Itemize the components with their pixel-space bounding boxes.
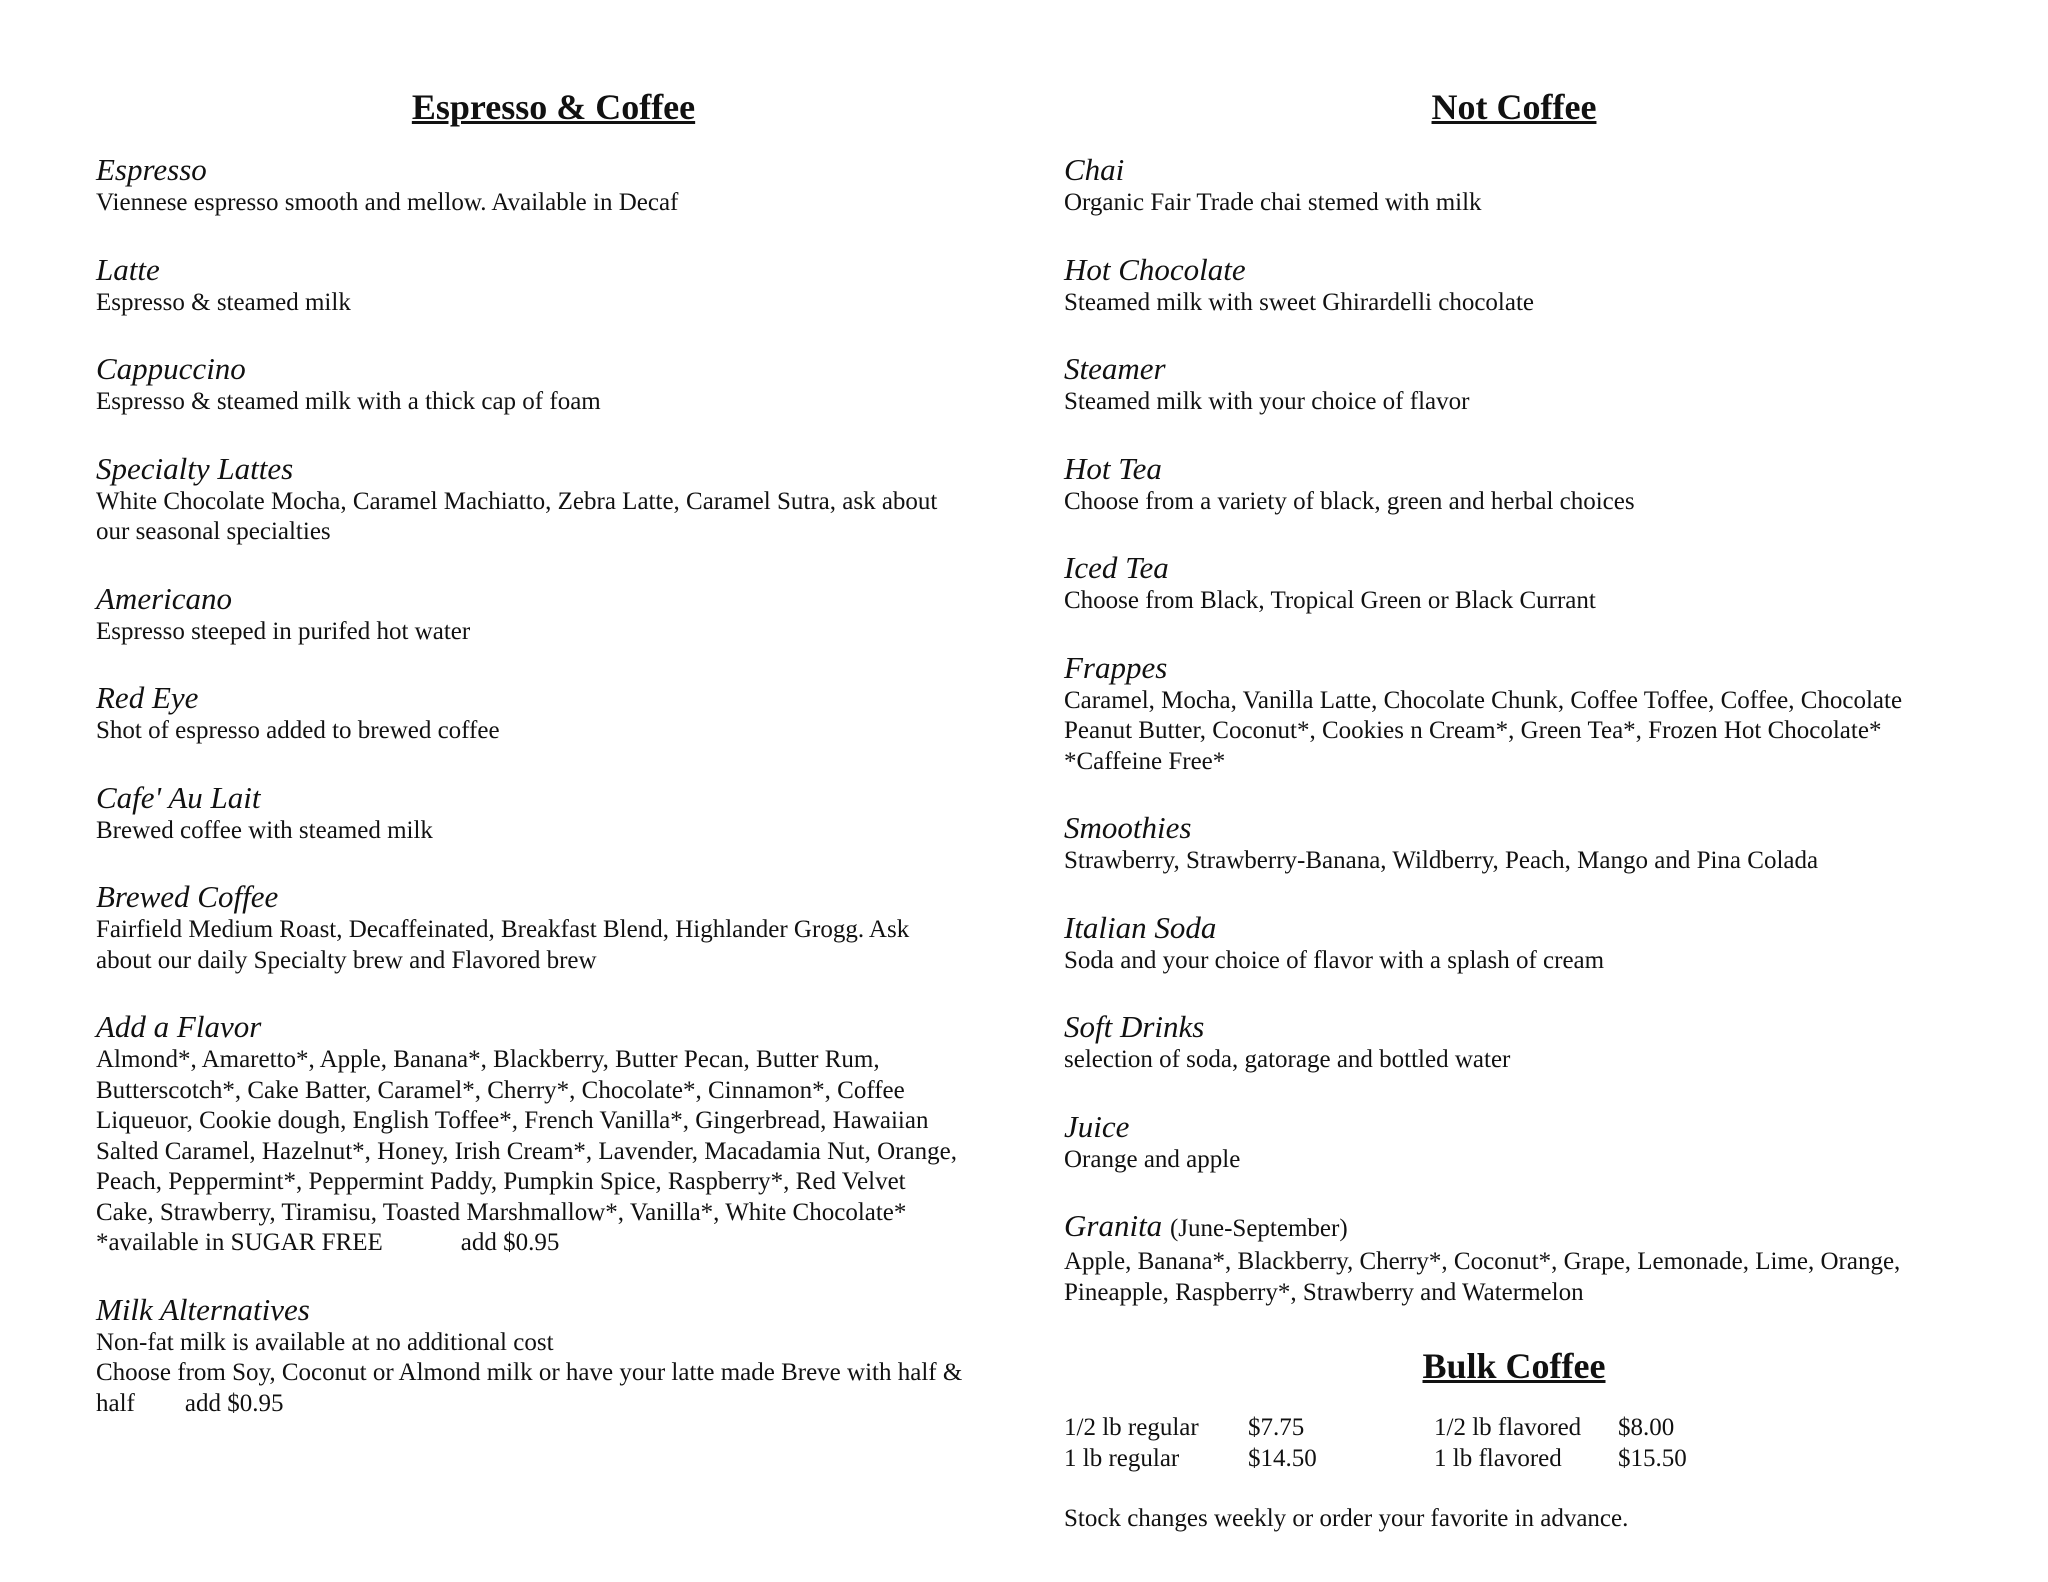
season-note: (June-September) [1169,1215,1348,1242]
menu-item-juice [1064,1109,1964,1176]
menu-item-granita [1064,1208,1964,1308]
item-price: add $0.95 [184,1389,284,1417]
item-description: Orange and apple [1064,1145,1241,1173]
item-description: Strawberry, Strawberry-Banana, Wildberry, Peach, Mango and Pina Colada [1064,847,1819,874]
menu-item-milk-alternatives [96,1292,1011,1420]
item-description: Non-fat milk is available at no additional cost Choose from Soy, Coconut or Almond milk or have your latte made Breve with half & [96,1328,963,1386]
espresso-coffee-heading: Espresso & Coffee [411,87,696,127]
item-name: Chai [1064,152,1125,187]
bulk-coffee-heading: Bulk Coffee [1422,1346,1606,1386]
item-name: Cappuccino [96,351,246,386]
menu-item-steamer [1064,351,1964,418]
bulk-price-table [1064,1413,1738,1474]
item-name: Hot Chocolate [1064,251,1246,287]
item-name: Juice [1064,1108,1130,1144]
item-description: Organic Fair Trade chai stemed with milk [1064,189,1482,216]
item-name: Add a Flavor [96,1009,262,1044]
menu-item-latte [96,252,1011,319]
menu-item-frappes [1064,650,1964,778]
menu-item-soft-drinks [1064,1009,1964,1076]
item-price: add $0.95 [460,1229,560,1256]
item-name: Specialty Lattes [96,450,294,486]
item-name: Granita [1064,1208,1163,1243]
item-name: Iced Tea [1064,550,1169,585]
bulk-size-label: 1 lb regular [1064,1444,1180,1472]
item-name: Smoothies [1064,810,1192,845]
menu-item-cappuccino [96,351,1011,418]
item-description: Brewed coffee with steamed milk [96,816,433,844]
item-description: Choose from Black, Tropical Green or Black Currant [1064,587,1596,614]
item-name: Milk Alternatives [96,1291,310,1327]
item-name: Italian Soda [1064,909,1217,945]
item-price-line [96,1228,1011,1259]
item-name: Frappes [1064,649,1168,685]
item-description: Viennese espresso smooth and mellow. Available in Decaf [96,189,679,216]
item-name: Soft Drinks [1064,1009,1205,1044]
item-price-line [96,1389,1011,1420]
espresso-coffee-column [96,82,1011,1452]
menu-item-chai [1064,152,1964,219]
menu-item-brewed-coffee [96,879,1011,976]
item-description: Steamed milk with sweet Ghirardelli chocolate [1064,288,1534,316]
bulk-price: $14.50 [1248,1444,1317,1472]
menu-item-espresso [96,152,1011,219]
item-description: Espresso & steamed milk [96,288,351,316]
table-row [1064,1413,1738,1444]
menu-item-hot-chocolate [1064,252,1964,319]
menu-item-add-a-flavor [96,1009,1011,1259]
item-description: Fairfield Medium Roast, Decaffeinated, Breakfast Blend, Highlander Grogg. Ask about our daily Specialty brew and Flavored brew [96,916,910,974]
item-name: Brewed Coffee [96,879,279,914]
item-name: Americano [96,580,233,616]
item-description: Choose from a variety of black, green and herbal choices [1064,487,1635,515]
item-name: Red Eye [96,680,199,715]
item-description: Espresso & steamed milk with a thick cap of foam [96,388,601,415]
bulk-price: $7.75 [1248,1414,1305,1441]
item-description: Caramel, Mocha, Vanilla Latte, Chocolate Chunk, Coffee Toffee, Coffee, Chocolate Peanut Butter, Coconut*, Cookies n Cream*, Green Tea*, Frozen Hot Chocolate* *Caffeine Free* [1064,686,1903,775]
price-line-text: half [96,1389,135,1417]
menu-item-iced-tea [1064,550,1964,617]
table-row [1064,1444,1738,1475]
menu-item-specialty-lattes [96,451,1011,548]
not-coffee-heading: Not Coffee [1431,87,1597,127]
menu-item-red-eye [96,680,1011,747]
bulk-price: $15.50 [1618,1444,1687,1472]
item-name: Steamer [1064,351,1166,386]
bulk-size-label: 1/2 lb flavored [1434,1414,1582,1441]
item-description: Steamed milk with your choice of flavor [1064,388,1470,415]
item-name-line [1064,1208,1964,1247]
menu-item-italian-soda [1064,910,1964,977]
item-name: Cafe' Au Lait [96,779,261,815]
item-description: Shot of espresso added to brewed coffee [96,717,500,744]
bulk-size-label: 1/2 lb regular [1064,1414,1199,1441]
menu-item-hot-tea [1064,451,1964,518]
bulk-price: $8.00 [1618,1414,1675,1441]
item-name: Latte [96,251,160,287]
item-name: Hot Tea [1064,450,1162,486]
not-coffee-column [1064,82,1964,1535]
item-description: White Chocolate Mocha, Caramel Machiatto, Zebra Latte, Caramel Sutra, ask about our seasonal specialties [96,487,938,545]
item-description: Almond*, Amaretto*, Apple, Banana*, Blackberry, Butter Pecan, Butter Rum, Butterscotch*, Cake Batter, Caramel*, Cherry*, Chocolate*, Cinnamon*, Coffee Liqueuor, Cookie dough, English Toffee*, French Vanilla*, Gingerbread, Hawaiian Salted Caramel, Hazelnut*, Honey, Irish Cream*, Lavender, Macadamia Nut, Orange, Peach, Peppermint*, Peppermint Paddy, Pumpkin Spice, Raspberry*, Red Velvet Cake, Strawberry, Tiramisu, Toasted Marshmallow*, Vanilla*, White Chocolate* [96,1046,957,1226]
bulk-stock-note: Stock changes weekly or order your favorite in advance. [1064,1505,1629,1532]
menu-item-smoothies [1064,810,1964,877]
item-description: Soda and your choice of flavor with a splash of cream [1064,946,1605,974]
item-description: Apple, Banana*, Blackberry, Cherry*, Coconut*, Grape, Lemonade, Lime, Orange, Pineapple, Raspberry*, Strawberry and Watermelon [1064,1248,1901,1306]
item-description: selection of soda, gatorage and bottled water [1064,1046,1511,1073]
bulk-size-label: 1 lb flavored [1434,1444,1562,1472]
item-name: Espresso [96,152,207,187]
menu-item-cafe-au-lait [96,780,1011,847]
sugar-free-note: *available in SUGAR FREE [96,1229,383,1256]
menu-item-americano [96,581,1011,648]
item-description: Espresso steeped in purifed hot water [96,617,471,645]
